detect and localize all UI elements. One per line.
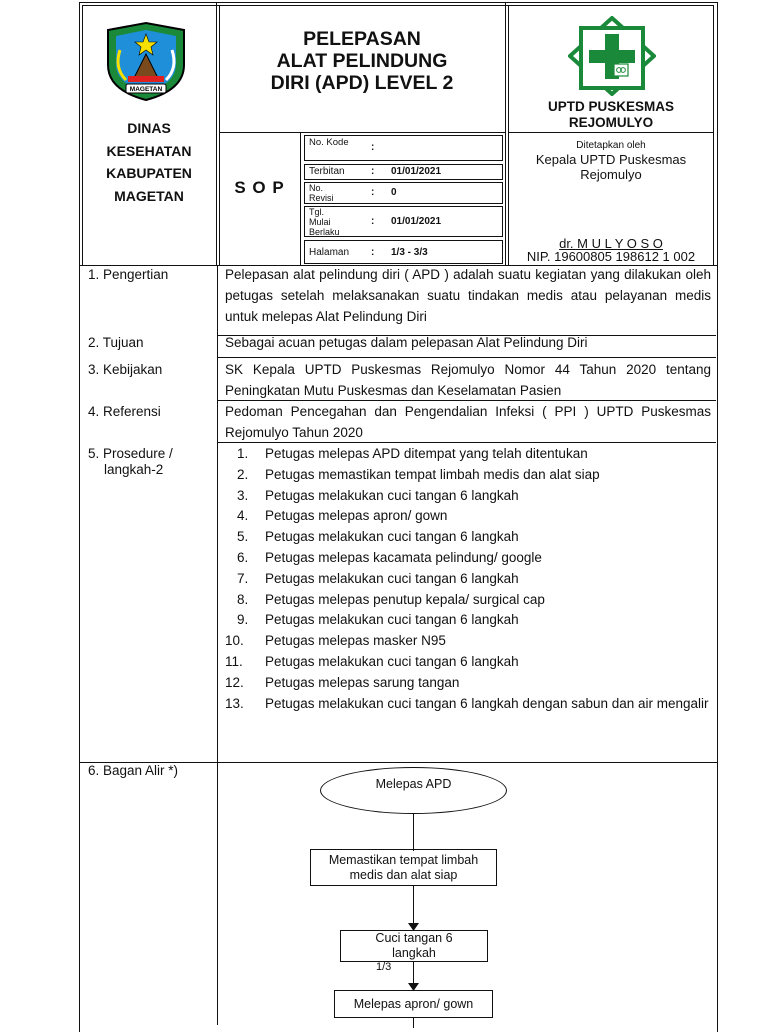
meta-sep: :	[371, 247, 375, 258]
label-kebijakan: 3. Kebijakan	[88, 362, 163, 377]
puskesmas-line: UPTD PUSKESMAS	[547, 99, 674, 114]
procedure-steps	[225, 444, 711, 714]
title-line: DIRI (APD) LEVEL 2	[270, 72, 454, 94]
procedure-step: 6. Petugas melepas kacamata pelindung/ google	[237, 549, 542, 565]
text-pengertian: Pelepasan alat pelindung diri ( APD ) adalah suatu kegiatan yang dilakukan oleh petugas setelah melaksanakan suatu tindakan medis atau pelayanan medis untuk melepas Alat Pelindung Diri	[225, 267, 711, 324]
meta-revisi	[304, 182, 503, 204]
header-divider-right	[505, 2, 506, 266]
flow-start-ellipse	[320, 767, 507, 814]
top-border	[79, 2, 717, 3]
header-divider-right-inner	[508, 5, 509, 266]
meta-tgl-berlaku	[304, 206, 503, 237]
puskesmas-logo	[568, 16, 656, 96]
label-pengertian: 1. Pengertian	[88, 267, 169, 282]
magetan-regency-logo	[100, 20, 192, 102]
meta-no-kode	[304, 135, 503, 161]
title-bottom-line	[219, 132, 505, 133]
approval-line: Rejomulyo	[580, 167, 642, 182]
org-line: KABUPATEN	[106, 165, 192, 181]
label-prosedur-line: 5. Prosedure /	[88, 446, 173, 461]
label-referensi: 4. Referensi	[88, 404, 161, 419]
approval-nip: NIP. 19600805 198612 1 002	[526, 249, 696, 264]
procedure-step: 8. Petugas melepas penutup kepala/ surgical cap	[237, 591, 545, 607]
org-line: DINAS	[127, 120, 171, 136]
body-column-divider	[217, 265, 218, 1025]
meta-label: Terbitan	[309, 166, 345, 177]
label-bagan-alir: 6. Bagan Alir *)	[88, 763, 179, 778]
meta-label: No. Revisi	[309, 183, 334, 203]
org-line: MAGETAN	[114, 187, 184, 204]
sop-label: S O P	[234, 178, 285, 197]
meta-sep: :	[371, 216, 375, 227]
procedure-step: 7. Petugas melakukan cuci tangan 6 langkah	[237, 570, 519, 586]
procedure-step: 5. Petugas melakukan cuci tangan 6 langkah	[237, 529, 519, 545]
meta-sep: :	[371, 166, 375, 177]
meta-value: 0	[391, 187, 397, 198]
meta-terbitan	[304, 164, 503, 180]
procedure-step: 2. Petugas memastikan tempat limbah medis dan alat siap	[237, 466, 600, 482]
flow-box-limbah	[310, 849, 497, 886]
approval-line: Kepala UPTD Puskesmas	[535, 152, 687, 167]
procedure-step: 3. Petugas melakukan cuci tangan 6 langkah	[237, 487, 519, 503]
page-marker: 1/3	[376, 961, 392, 973]
procedure-step: 12. Petugas melepas sarung tangan	[225, 674, 460, 690]
text-referensi: Pedoman Pencegahan dan Pengendalian Infeksi ( PPI ) UPTD Puskesmas Rejomulyo Tahun 2020	[225, 404, 711, 440]
approval-stamp: Ditetapkan oleh	[576, 140, 646, 151]
flow-box-cuci	[340, 930, 488, 962]
title-line: ALAT PELINDUNG	[276, 50, 448, 72]
text-tujuan: Sebagai acuan petugas dalam pelepasan Alat Pelindung Diri	[225, 335, 588, 350]
meta-value: 1/3 - 3/3	[391, 247, 428, 258]
approval-name: dr. M U L Y O S O	[559, 236, 663, 251]
procedure-step: 13. Petugas melakukan cuci tangan 6 langkah dengan sabun dan air mengalir	[225, 695, 709, 711]
label-prosedur-line: langkah-2	[104, 462, 164, 477]
row-line-2	[217, 357, 716, 358]
header-divider-left	[216, 2, 217, 266]
flow-connector	[413, 1018, 414, 1028]
label-prosedur	[88, 446, 173, 478]
meta-label: Tgl. Mulai Berlaku	[309, 207, 340, 237]
organization-name	[82, 117, 216, 207]
meta-label: Halaman	[309, 247, 350, 258]
procedure-step: 9. Petugas melakukan cuci tangan 6 langkah	[237, 612, 519, 628]
label-tujuan: 2. Tujuan	[88, 335, 144, 350]
meta-halaman	[304, 240, 503, 264]
procedure-step: 11. Petugas melakukan cuci tangan 6 langkah	[225, 653, 519, 669]
procedure-step: 4. Petugas melepas apron/ gown	[237, 508, 448, 524]
flow-box-label: Memastikan tempat limbah medis dan alat siap	[328, 852, 479, 882]
meta-label: No. Kode	[309, 137, 349, 148]
svg-text:MAGETAN: MAGETAN	[129, 86, 163, 93]
meta-value: 01/01/2021	[391, 166, 442, 177]
sop-divider	[300, 132, 301, 266]
top-border-inner	[82, 5, 714, 6]
procedure-step: 1. Petugas melepas APD ditempat yang telah ditentukan	[237, 446, 588, 461]
text-kebijakan: SK Kepala UPTD Puskesmas Rejomulyo Nomor 44 Tahun 2020 tentang Peningkatan Mutu Puskesmas dan Keselamatan Pasien	[225, 362, 711, 398]
flow-box-apron	[334, 990, 493, 1018]
flow-start-label: Melepas APD	[375, 777, 452, 791]
title-line: PELEPASAN	[303, 28, 421, 50]
flow-box-label: Melepas apron/ gown	[353, 996, 474, 1011]
meta-value: 01/01/2021	[391, 216, 442, 227]
puskesmas-name	[508, 99, 714, 131]
flow-connector	[413, 814, 414, 851]
procedure-step: 10. Petugas melepas masker N95	[225, 633, 446, 649]
org-line: KESEHATAN	[106, 142, 192, 159]
puskesmas-bottom-line	[508, 132, 714, 133]
meta-sep: :	[371, 142, 375, 153]
meta-sep: :	[371, 187, 375, 198]
flow-box-label: Cuci tangan 6 langkah	[375, 931, 453, 960]
document-title	[219, 28, 505, 94]
puskesmas-line: REJOMULYO	[568, 115, 654, 130]
approval-position	[508, 152, 714, 182]
right-inner-border	[713, 5, 714, 266]
